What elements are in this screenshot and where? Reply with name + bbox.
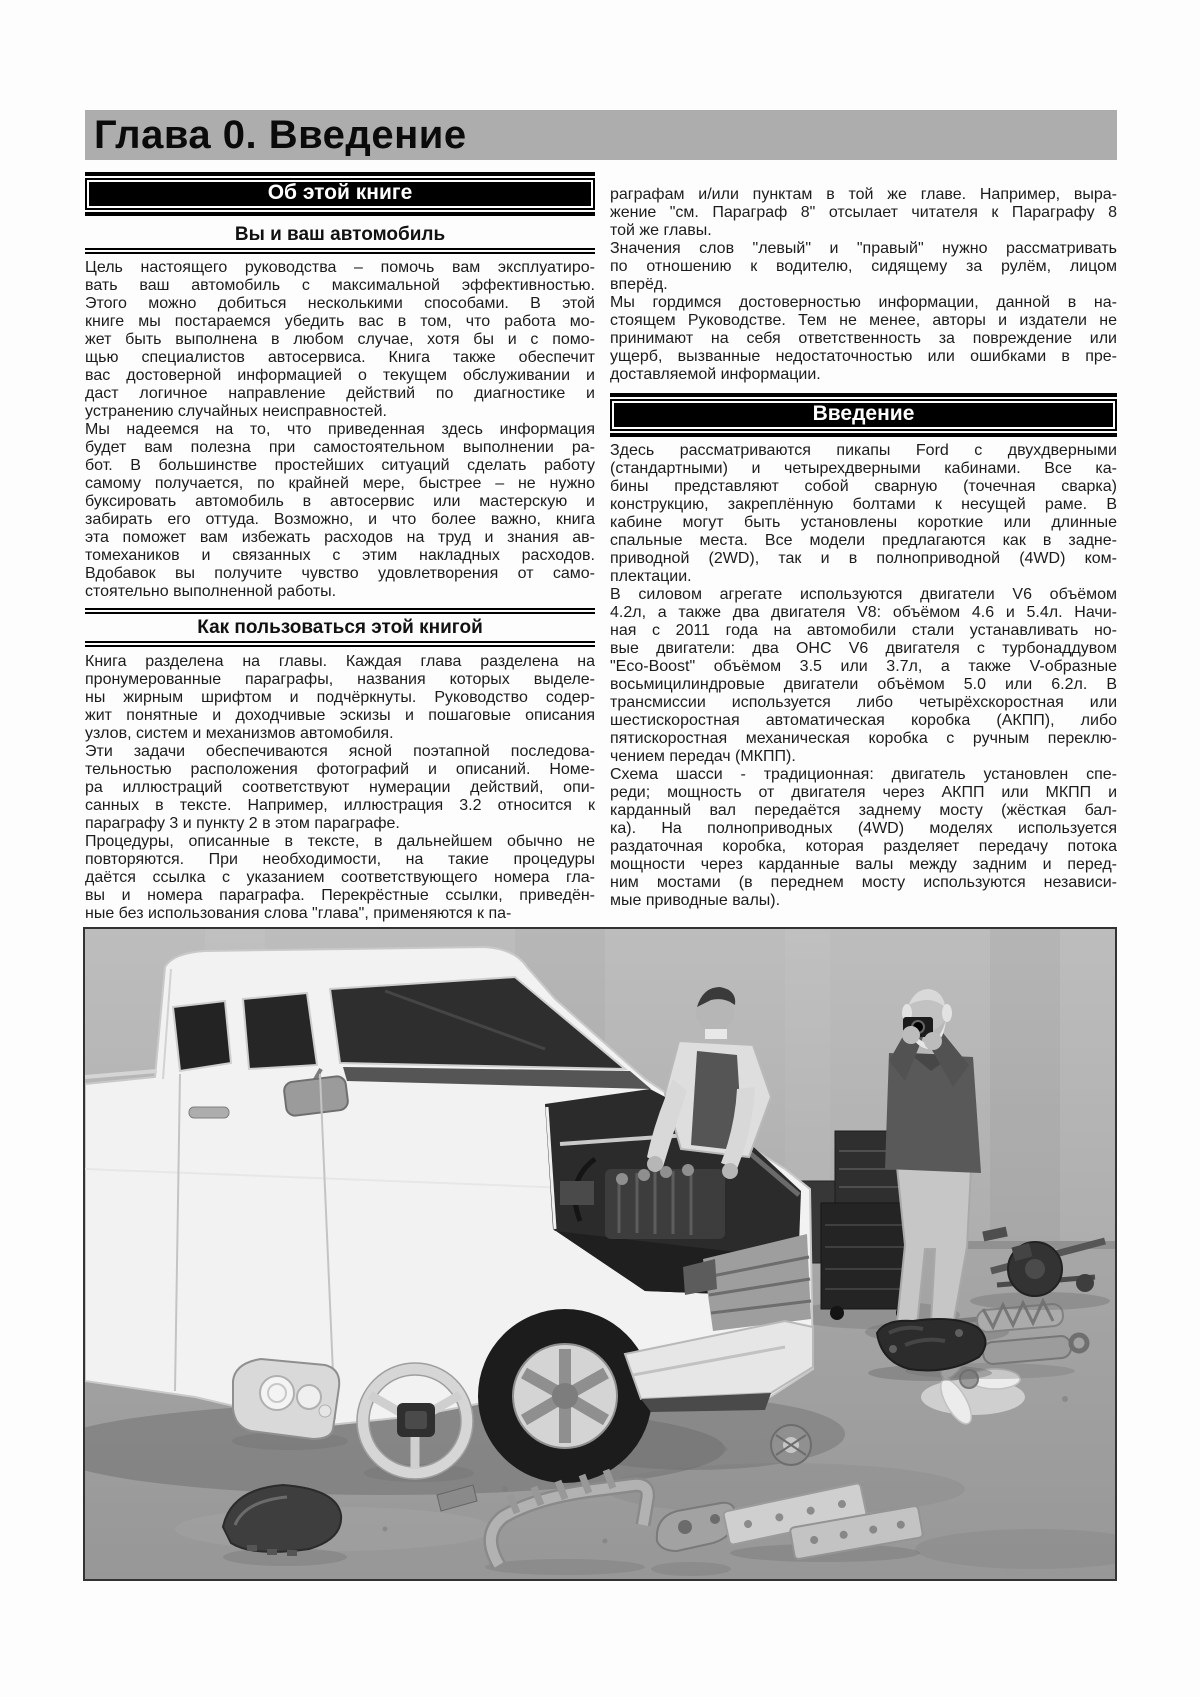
- text-line: мощности через карданные валы между задним и перед-: [610, 856, 1117, 873]
- subsection-how-to-use: [85, 608, 595, 647]
- manual-page: [85, 110, 1117, 1610]
- text-line: чением передач (МКПП).: [610, 748, 796, 765]
- text-line: пронумерованные параграфы, названия которых выделе-: [85, 671, 595, 688]
- text-line: Этого можно добиться несколькими способами. В этой: [85, 295, 595, 312]
- front-wheel: [478, 1309, 652, 1483]
- paragraph-chassis: [610, 766, 1117, 910]
- text-line: узлов, систем и механизмов автомобиля.: [85, 725, 394, 742]
- double-rule: [85, 248, 595, 254]
- text-line: спальные места. Все модели предлагаются как в задне-: [610, 532, 1117, 549]
- text-line: жет быть выполнена в любом случае, хотя бы и с помо-: [85, 331, 595, 348]
- left-column: [85, 172, 595, 923]
- text-line: буксировать автомобиль в автосервис или мастерскую и: [85, 493, 595, 510]
- text-line: щью специалистов автосервиса. Книга также обеспечит: [85, 349, 595, 366]
- text-line: принимают на себя ответственность за повреждение или: [610, 330, 1117, 347]
- text-line: плектации.: [610, 568, 692, 585]
- text-line: бины представляют собой сварную (точечная сварка): [610, 478, 1117, 495]
- paragraph-left-right: [610, 240, 1117, 294]
- text-line: В силовом агрегате используются двигатели V6 объёмом: [610, 586, 1117, 603]
- text-line: по отношению к водителю, сидящему за рулём, лицом: [610, 258, 1117, 275]
- paragraph-structure: [85, 653, 595, 743]
- chapter-title: Глава 0. Введение: [94, 113, 467, 157]
- text-line: даётся ссылка с указанием соответствующего номера гла-: [85, 869, 595, 886]
- text-line: мые приводные валы).: [610, 892, 781, 909]
- text-line: ны жирным шрифтом и подчёркнуты. Руководство содер-: [85, 689, 595, 706]
- text-line: будет вам полезна при самостоятельном выполнении ра-: [85, 439, 595, 456]
- text-line: эта поможет вам избежать расходов на труд и знания ав-: [85, 529, 595, 546]
- intake-part: [868, 1319, 992, 1381]
- text-line: Вдобавок вы получите чувство удовлетворения от само-: [85, 565, 595, 582]
- double-rule: [85, 641, 595, 647]
- text-line: жит понятные и доходчивые эскизы и пошаговые описания: [85, 707, 595, 724]
- text-line: самому получается, по крайней мере, быстрее – не нужно: [85, 475, 595, 492]
- section-header-introduction: [610, 393, 1117, 437]
- text-line: раздаточная коробка, которая разделяет передачу потока: [610, 838, 1117, 855]
- text-line: ка). На полноприводных (4WD) моделях используется: [610, 820, 1117, 837]
- headlight-part: [232, 1359, 348, 1450]
- text-line: ра иллюстраций соответствуют нумерации действий, опи-: [85, 779, 595, 796]
- paragraph-cross-references: [610, 186, 1117, 240]
- text-line: Цель настоящего руководства – помочь вам эксплуатиро-: [85, 259, 595, 276]
- paragraph-engines: [610, 586, 1117, 766]
- text-line: книге мы постараемся убедить вас в том, что работа мо-: [85, 313, 595, 330]
- text-line: вать ваш автомобиль с максимальной эффективностью.: [85, 277, 595, 294]
- text-line: "Eco-Boost" объёмом 3.5 или 3.7л, а также V-образные: [610, 658, 1117, 675]
- text-line: приводной (2WD), так и в полноприводной (4WD) ком-: [610, 550, 1117, 567]
- text-line: (стандартными) и четырехдверными кабинами. Все ка-: [610, 460, 1117, 477]
- text-line: вперёд.: [610, 276, 668, 293]
- photo-illustration: [85, 929, 1115, 1579]
- rule-line: [610, 433, 1117, 437]
- text-line: тельностью расположения фотографий и описаний. Номе-: [85, 761, 595, 778]
- paragraph-purpose: [85, 259, 595, 421]
- text-line: параграфу 3 и пункту 2 в этом параграфе.: [85, 815, 400, 832]
- subsection-you-and-your-car: Вы и ваш автомобиль: [234, 224, 446, 245]
- text-line: раграфам и/или пунктам в той же главе. Например, выра-: [610, 186, 1117, 203]
- paragraph-models: [610, 442, 1117, 586]
- text-line: томехаников и связанных с этим накладных расходов.: [85, 547, 595, 564]
- text-line: санных в тексте. Например, иллюстрация 3.2 относится к: [85, 797, 595, 814]
- section-header-label: Введение: [610, 399, 1117, 431]
- door-window: [243, 993, 317, 1069]
- text-line: даст логичное направление действий по диагностике и: [85, 385, 595, 402]
- text-line: кабине могут быть установлены короткие или длинные: [610, 514, 1117, 531]
- text-line: повторяются. При необходимости, на такие процедуры: [85, 851, 595, 868]
- text-line: вас достоверной информацией о текущем обслуживании и: [85, 367, 595, 384]
- chapter-title-bar: [85, 110, 1117, 160]
- text-line: вые двигатели: два OHC V6 двигателя с турбонаддувом: [610, 640, 1117, 657]
- paragraph-disclaimer: [610, 294, 1117, 384]
- text-line: забирать его оттуда. Возможно, и что более важно, книга: [85, 511, 595, 528]
- text-line: конструкцию, закреплённую болтами к несущей раме. В: [610, 496, 1117, 513]
- subsection-how-to-use-label: Как пользоваться этой книгой: [197, 617, 483, 638]
- text-line: 4.2л, а также два двигателя V8: объёмом 4.6 и 5.4л. Начи-: [610, 604, 1117, 621]
- text-line: устранению случайных неисправностей.: [85, 403, 387, 420]
- paragraph-illustrations: [85, 743, 595, 833]
- text-line: Здесь рассматриваются пикапы Ford с двухдверными: [610, 442, 1117, 459]
- rule-line: [610, 393, 1117, 397]
- rule-line: [85, 212, 595, 216]
- text-line: шестискоростная автоматическая коробка (АКПП), либо: [610, 712, 1117, 729]
- text-line: восьмицилиндровые двигатели объёмом 5.0 или 6.2л. В: [610, 676, 1117, 693]
- text-line: доставляемой информации.: [610, 366, 821, 383]
- photo-truck-disassembly: [83, 927, 1117, 1581]
- text-line: Книга разделена на главы. Каждая глава разделена на: [85, 653, 595, 670]
- alternator-part: [771, 1425, 811, 1465]
- text-line: жение "см. Параграф 8" отсылает читателя к Параграфу 8: [610, 204, 1117, 221]
- paragraph-procedures: [85, 833, 595, 923]
- text-line: карданный вал передаётся заднему мосту (жёсткая бал-: [610, 802, 1117, 819]
- rule-line: [85, 172, 595, 176]
- text-line: Эти задачи обеспечиваются ясной поэтапной последова-: [85, 743, 595, 760]
- text-line: трансмиссии используется либо четырёхскоростная или: [610, 694, 1117, 711]
- text-line: Мы гордимся достоверностью информации, данной в на-: [610, 294, 1117, 311]
- text-line: стоятельно выполненной работы.: [85, 583, 337, 600]
- section-header-about-book: [85, 172, 595, 216]
- text-line: стоящем Руководстве. Тем не менее, авторы и издатели не: [610, 312, 1117, 329]
- text-line: ная с 2011 года на автомобили стали устанавливать но-: [610, 622, 1117, 639]
- cowl-part: [223, 1485, 347, 1566]
- paragraph-hope: [85, 421, 595, 601]
- rear-quarter-window: [173, 1001, 231, 1071]
- section-header-label: Об этой книге: [85, 178, 595, 210]
- text-line: пятискоростная механическая коробка с ручным переклю-: [610, 730, 1117, 747]
- door-handle: [189, 1107, 229, 1118]
- text-line: реди; мощность от двигателя через АКПП или МКПП и: [610, 784, 1117, 801]
- text-line: ные без использования слова "глава", применяются к па-: [85, 905, 512, 922]
- text-line: Значения слов "левый" и "правый" нужно рассматривать: [610, 240, 1117, 257]
- text-line: бот. В большинстве простейших ситуаций сделать работу: [85, 457, 595, 474]
- text-line: Схема шасси - традиционная: двигатель установлен спе-: [610, 766, 1117, 783]
- text-line: ним мостами (в переднем мосту используются независи-: [610, 874, 1117, 891]
- text-line: той же главы.: [610, 222, 712, 239]
- text-line: Процедуры, описанные в тексте, в дальнейшем обычно не: [85, 833, 595, 850]
- text-line: Мы надеемся на то, что приведенная здесь информация: [85, 421, 595, 438]
- right-column: [610, 172, 1117, 910]
- text-line: вы и номера параграфа. Перекрёстные ссылки, приведён-: [85, 887, 595, 904]
- text-line: ущерб, вызванные недостаточностью или ошибками в пре-: [610, 348, 1117, 365]
